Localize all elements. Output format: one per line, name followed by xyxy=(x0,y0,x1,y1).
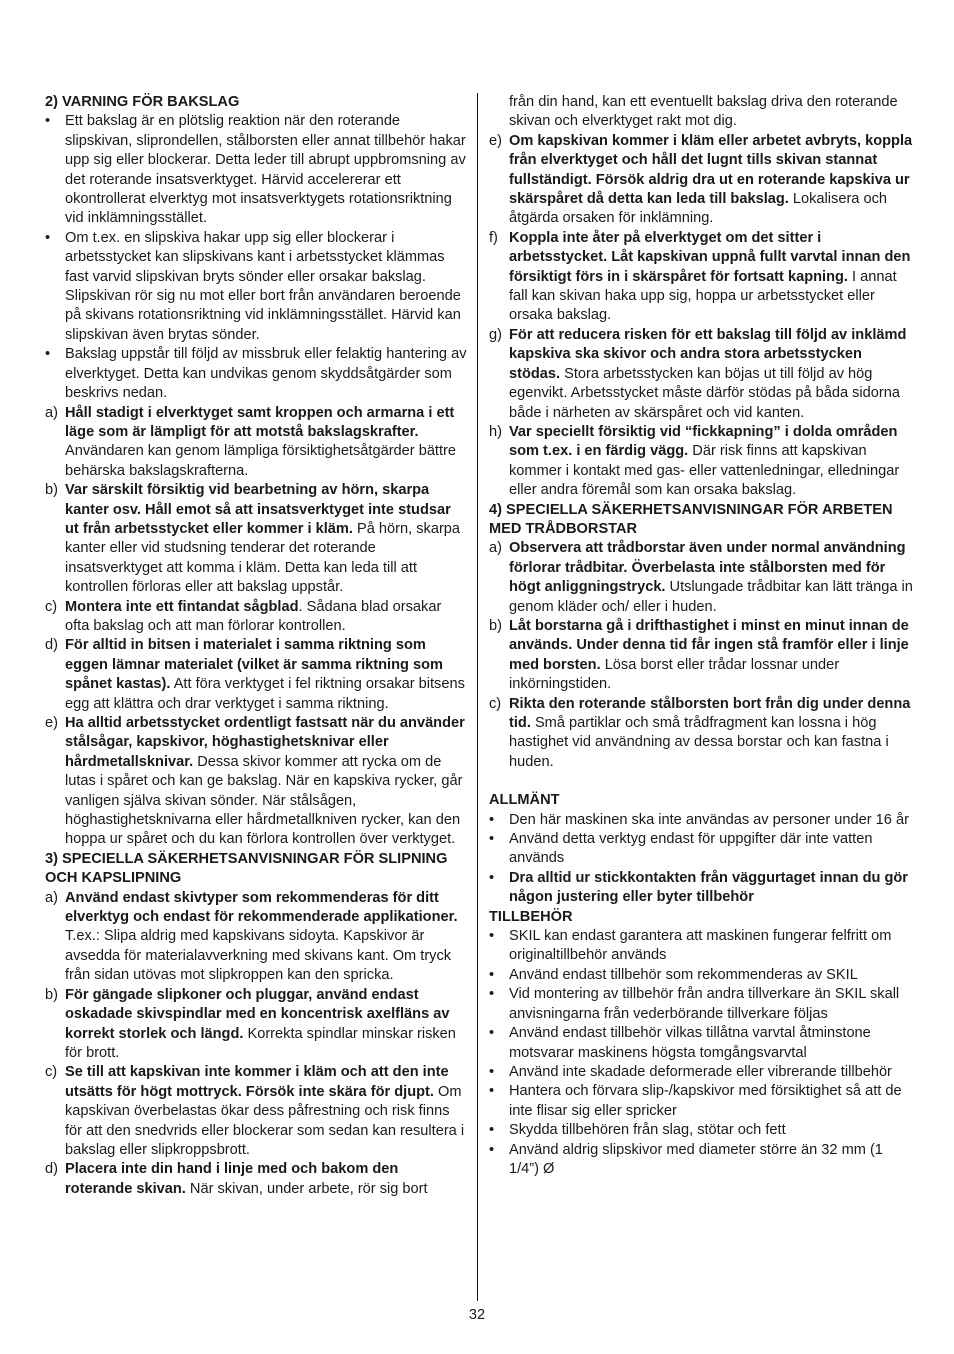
list-marker: d) xyxy=(45,637,58,654)
bold-instruction: Låt borstarna gå i drifthastighet i minst en minut innan de används. Under denna tid får ingen stå framför eller i linje med borsten. xyxy=(509,617,909,673)
list-marker: • xyxy=(489,869,495,886)
list-item xyxy=(45,636,467,714)
list-marker: e) xyxy=(489,132,502,149)
list-item xyxy=(489,985,913,1024)
bold-instruction: Observera att trådborstar även under normal användning förlorar trådbitar. Överbelasta inte stålborsten med för högt anliggningstryck. xyxy=(509,540,906,596)
item-text: Använd endast tillbehör vilkas tillåtna varvtal åtminstone motsvarar maskinens högsta tomgångsvarvtal xyxy=(509,1025,871,1061)
list-marker: b) xyxy=(45,482,58,499)
list-item xyxy=(489,229,913,326)
section-heading: 4) SPECIELLA SÄKERHETSANVISNINGAR FÖR ARBETEN MED TRÅDBORSTAR xyxy=(489,501,893,537)
item-text: Bakslag uppstår till följd av missbruk eller felaktig hantering av elverktyget. Detta kan undvikas genom skyddsåtgärder som beskrivs nedan. xyxy=(65,346,467,402)
item-text: Små partiklar och små trådfragment kan lossna i hög hastighet vid användning av dessa borstar och kan fastna i huden. xyxy=(509,715,889,770)
item-text: I annat fall kan skivan haka upp sig, hoppa ur arbetsstycket eller orsaka bakslag. xyxy=(509,268,897,324)
item-text: SKIL kan endast garantera att maskinen fungerar felfritt om originaltillbehör används xyxy=(509,928,892,964)
list-marker: • xyxy=(489,1025,495,1042)
list-item xyxy=(489,326,913,423)
list-marker: c) xyxy=(45,598,58,615)
section-heading: 3) SPECIELLA SÄKERHETSANVISNINGAR FÖR SLIPNING OCH KAPSLIPNING xyxy=(45,850,448,887)
continued-paragraph: från din hand, kan ett eventuellt bakslag driva den roterande skivan och elverktyget rakt mot dig. xyxy=(509,94,898,130)
list-item xyxy=(45,714,467,850)
bold-instruction: Rikta den roterande stålborsten bort från dig under denna tid. xyxy=(509,695,911,731)
item-text: Om kapskivan överbelastas ökar dess påfrestning och risk finns för att den snedvrids eller blockerar som sedan kan resultera i bakslag eller slipkroppsbrott. xyxy=(65,1083,465,1158)
list-marker: • xyxy=(489,831,495,848)
bold-instruction: Ha alltid arbetsstycket ordentligt fastsatt när du använder stålsågar, kapskivor, höghastighetsknivar eller hårdmetallsknivar. xyxy=(65,715,465,770)
item-text: Dessa skivor kommer att rycka om de lutas i spåret och kan ge bakslag. När en kapskiva rycker, går vanligen själva skivan sönder. När stålsågen, höghastighetsknivarna eller hårdmetallkniven rycker, kan den hoppa ur spåret och du kan förlora kontrollen över verktyget. xyxy=(65,753,463,848)
item-text: Lösa borst eller trådar lossnar under inkörningstiden. xyxy=(509,656,840,693)
item-text: Den här maskinen ska inte användas av personer under 16 år xyxy=(509,811,909,828)
list-marker: • xyxy=(45,346,51,363)
list-item xyxy=(45,986,467,1064)
list-item xyxy=(489,617,913,695)
list-item xyxy=(489,1082,913,1121)
bold-instruction: Koppla inte åter på elverktyget om det sitter i arbetsstycket. Låt kapskivan uppnå fullt varvtal innan den försiktigt förs in i skärspåret för fortsatt kapning. xyxy=(509,229,911,285)
bold-instruction: Om kapskivan kommer i kläm eller arbetet avbryts, koppla från elverktyget och håll det lugnt tills skivan stannat fullständigt. Försök aldrig dra ut en roterande kapskiva ur skärspåret då detta kan leda till bakslag. xyxy=(509,132,913,208)
bold-instruction: Montera inte ett fintandat sågblad xyxy=(65,598,299,615)
section-gap xyxy=(489,772,913,791)
list-item xyxy=(489,1121,913,1140)
list-item xyxy=(489,830,913,869)
list-item xyxy=(489,423,913,501)
item-text: T.ex.: Slipa aldrig med kapskivans sidoyta. Kapskivor är avsedda för materialavverkning med skivans kant. Om tryck från sidan utövas mot slipkroppen kan den spricka. xyxy=(65,928,452,984)
item-text: Använd detta verktyg endast för uppgifter där inte vatten används xyxy=(509,831,873,867)
list-marker: c) xyxy=(489,695,502,712)
list-item xyxy=(489,927,913,966)
section-heading: TILLBEHÖR xyxy=(489,908,573,925)
bold-instruction: Var särskilt försiktig vid bearbetning av hörn, skarpa kanter osv. Håll emot så att insatsverktyget inte studsar ut från arbetsstycket eller kommer i kläm. xyxy=(65,482,451,537)
bold-instruction: Håll stadigt i elverktyget samt kroppen och armarna i ett läge som är lämpligt för att motstå bakslagskrafter. xyxy=(65,404,455,440)
item-text: Stora arbetsstycken kan böjas ut till följd av hög egenvikt. Arbetsstycket måste därför stödas på båda sidorna både i närheten av skärspåret och vid kanten. xyxy=(509,365,901,421)
bold-instruction: Använd endast skivtyper som rekommenderas för ditt elverktyg och endast för rekommenderade applikationer. xyxy=(65,889,458,926)
item-text: . Sådana blad orsakar ofta bakslag och att man förlorar kontrollen. xyxy=(65,598,442,634)
section-heading: ALLMÄNT xyxy=(489,792,560,809)
item-text: Skydda tillbehören från slag, stötar och fett xyxy=(509,1122,786,1139)
list-marker: • xyxy=(489,1063,495,1080)
item-text: På hörn, skarpa kanter eller vid studsning tenderar det roterande insatsverktyget att komma i kläm. Detta kan leda till att kontrollen förloras eller att bakslag uppstår. xyxy=(65,520,461,596)
item-text: Använd aldrig slipskivor med diameter större än 32 mm (1 1/4”) Ø xyxy=(509,1141,883,1177)
list-item xyxy=(45,481,467,597)
section-heading: 2) VARNING FÖR BAKSLAG xyxy=(45,94,240,110)
item-text: Hantera och förvara slip-/kapskivor med försiktighet så att de inte flisar sig eller spricker xyxy=(509,1083,902,1119)
right-column xyxy=(489,93,913,1179)
list-item xyxy=(489,1024,913,1063)
item-text: Där risk finns att kapskivan kommer i kontakt med gas- eller vattenledningar, elledningar eller andra föremål som kan orsaka bakslag. xyxy=(509,443,900,499)
item-text: Användaren kan genom lämpliga försiktighetsåtgärder bättre behärska bakslagskrafterna. xyxy=(65,443,457,479)
list-marker: f) xyxy=(489,229,498,246)
bold-instruction: Dra alltid ur stickkontakten från väggurtaget innan du gör någon justering eller byter tillbehör xyxy=(509,869,908,906)
bold-instruction: Se till att kapskivan inte kommer i kläm och att den inte utsätts för högt mottryck. Försök inte skära för djupt. xyxy=(65,1064,449,1100)
list-marker: • xyxy=(489,1141,495,1158)
bold-instruction: Placera inte din hand i linje med och bakom den roterande skivan. xyxy=(65,1161,399,1197)
item-text: Lokalisera och åtgärda orsaken för inklämning. xyxy=(509,191,888,227)
list-item xyxy=(45,889,467,986)
column-divider xyxy=(477,93,478,1301)
list-item xyxy=(489,132,913,229)
bold-instruction: För alltid in bitsen i materialet i samma riktning som eggen lämnar materialet (vilket är samma riktning som spånet kastas). xyxy=(65,637,443,693)
list-marker: • xyxy=(45,113,51,130)
list-marker: g) xyxy=(489,326,502,343)
list-marker: d) xyxy=(45,1161,58,1178)
list-marker: • xyxy=(489,966,495,983)
list-marker: c) xyxy=(45,1064,58,1081)
item-text: När skivan, under arbete, rör sig bort xyxy=(185,1180,428,1197)
list-marker: h) xyxy=(489,423,502,440)
item-text: Ett bakslag är en plötslig reaktion när den roterande slipskivan, sliprondellen, stålborsten eller annat tillbehör hakar upp sig eller blockerar. Detta leder till abrupt uppbromsning av det roterande insatsverktyget. Härvid accelererar ett okontrollerat elverktyg mot insatsverktygets rotationsriktning vid inklämningsstället. xyxy=(65,113,466,227)
item-text: Utslungade trådbitar kan lätt tränga in genom kläder och/ eller i huden. xyxy=(509,579,913,615)
item-text: Korrekta spindlar minskar risken för brott. xyxy=(65,1025,456,1061)
list-item xyxy=(45,598,467,637)
list-marker: a) xyxy=(45,404,58,421)
list-item xyxy=(489,695,913,773)
list-item xyxy=(45,345,467,403)
list-marker: • xyxy=(489,1083,495,1100)
list-item xyxy=(45,1160,467,1199)
left-column xyxy=(45,93,467,1199)
item-text: Använd endast tillbehör som rekommenderas av SKIL xyxy=(509,966,858,983)
list-marker: e) xyxy=(45,715,58,731)
list-item xyxy=(489,966,913,985)
list-item xyxy=(45,112,467,228)
list-item xyxy=(489,539,913,617)
list-item xyxy=(45,404,467,482)
list-marker: b) xyxy=(45,986,58,1003)
list-item xyxy=(489,1141,913,1180)
list-item xyxy=(489,1063,913,1082)
item-text: Använd inte skadade deformerade eller vibrerande tillbehör xyxy=(509,1063,892,1080)
list-marker: • xyxy=(489,811,495,828)
list-marker: • xyxy=(45,229,51,246)
list-item xyxy=(45,1063,467,1160)
list-marker: a) xyxy=(489,540,502,557)
page-number: 32 xyxy=(468,1307,486,1323)
list-item xyxy=(489,869,913,908)
item-text: Om t.ex. en slipskiva hakar upp sig eller blockerar i arbetsstycket kan slipskivans kant i arbetsstycket klämmas fast varvid slipskivan bryts sönder eller orsakar bakslag. Slipskivan rör sig nu mot eller bort från användaren beroende på skivans rotationsriktning vid inklämningsstället. Härvid kan slipskivan även brytas sönder. xyxy=(65,229,461,343)
list-marker: • xyxy=(489,928,495,945)
list-item xyxy=(45,229,467,345)
list-item xyxy=(489,811,913,830)
list-marker: • xyxy=(489,1122,495,1139)
bold-instruction: För att reducera risken för ett bakslag till följd av inklämd kapskiva ska skivor och andra stora arbetsstycken stödas. xyxy=(509,326,907,382)
bold-instruction: För gängade slipkoner och pluggar, använd endast oskadade skivspindlar med en koncentrisk axelfläns av korrekt storlek och längd. xyxy=(65,986,450,1042)
item-text: Vid montering av tillbehör från andra tillverkare än SKIL skall anvisningarna från vederbörande tillverkare följas xyxy=(509,986,900,1022)
list-marker: a) xyxy=(45,889,58,906)
bold-instruction: Var speciellt försiktig vid “fickkapning” i dolda områden som t.ex. i en färdig vägg. xyxy=(509,423,898,460)
item-text: Att föra verktyget i fel riktning orsakar bitsens egg att klättra och drar verktyget i samma riktning. xyxy=(65,676,465,712)
list-marker: • xyxy=(489,986,495,1003)
list-marker: b) xyxy=(489,617,502,634)
